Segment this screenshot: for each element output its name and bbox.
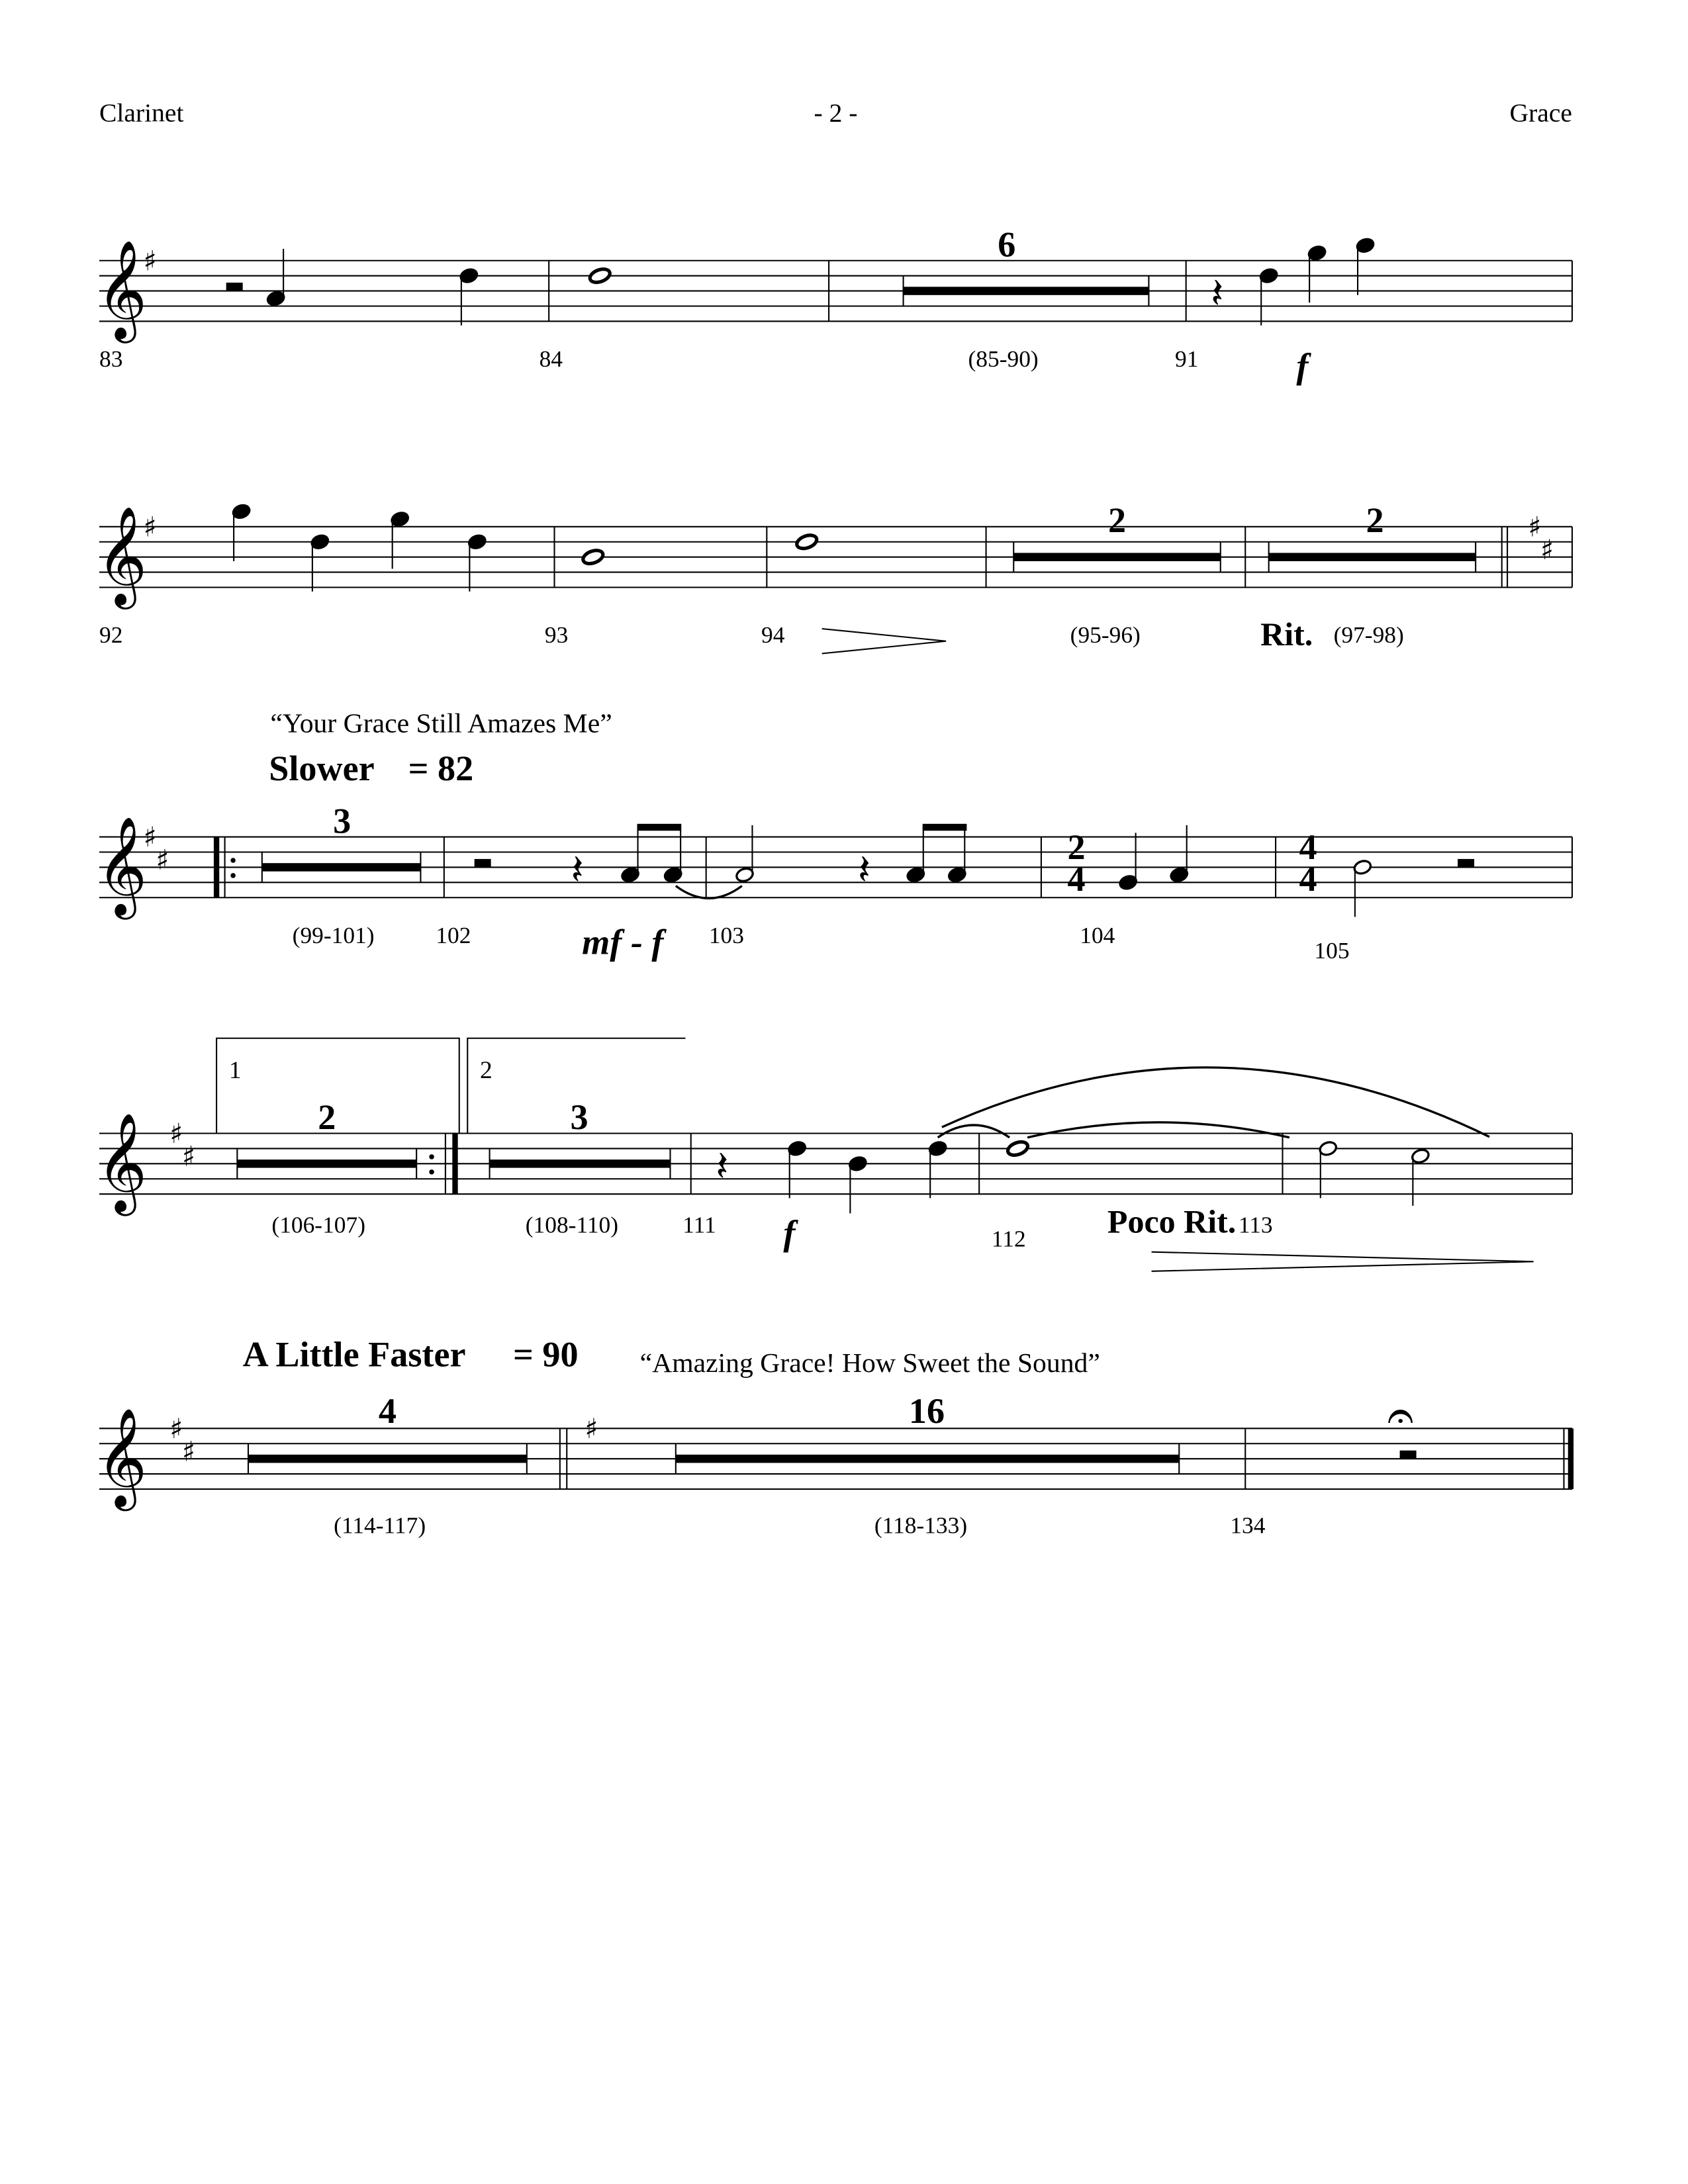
treble-clef-icon: 𝄞: [96, 506, 148, 606]
q-note: [266, 290, 286, 306]
piece-title: Grace: [1509, 98, 1572, 128]
dynamic-forte: f: [783, 1213, 796, 1253]
repeat-dot: [230, 858, 236, 863]
tempo-value: = 90: [513, 1334, 579, 1375]
measure-number: 113: [1238, 1211, 1273, 1238]
whole-note: [588, 267, 612, 285]
measure-number: 91: [1175, 345, 1199, 373]
repeat-dot: [429, 1154, 434, 1159]
tempo-value: = 82: [408, 749, 474, 789]
whole-note: [581, 548, 604, 567]
sharp-icon: ♯: [156, 843, 169, 876]
volta-ending-1: 1: [228, 1057, 242, 1085]
measure-number: 83: [99, 345, 123, 373]
half-rest-icon: [226, 283, 243, 291]
q-note: [1169, 866, 1189, 883]
eighth-beam: [923, 824, 967, 831]
measure-number: 134: [1230, 1512, 1266, 1539]
multi-measure-rest: [904, 287, 1149, 295]
page-number: - 2 -: [814, 98, 858, 128]
multirest-count: 3: [570, 1097, 588, 1138]
q-note: [947, 866, 967, 883]
multirest-count: 4: [378, 1391, 397, 1431]
instrument-name: Clarinet: [99, 98, 184, 128]
sharp-icon: ♯: [1540, 533, 1554, 566]
quarter-rest-icon: 𝄽: [857, 845, 870, 894]
measure-number: 92: [99, 621, 123, 648]
phrase-slur: [942, 1068, 1489, 1137]
multirest-count: 2: [318, 1097, 336, 1138]
q-note: [310, 533, 330, 550]
q-note: [390, 511, 410, 527]
multi-measure-rest: [237, 1160, 416, 1168]
notation-marks: [97, 237, 1572, 1512]
half-note: [1318, 1140, 1338, 1157]
time-signature-top: 2: [1067, 827, 1086, 867]
time-signature-top: 4: [1299, 827, 1317, 867]
measure-number: 93: [544, 621, 569, 648]
half-note: [735, 866, 755, 883]
half-note: [1353, 859, 1373, 876]
half-rest-icon: [1458, 859, 1474, 868]
q-note: [1118, 874, 1138, 891]
time-signature-bottom: 4: [1299, 858, 1317, 899]
song-title: “Your Grace Still Amazes Me”: [270, 708, 612, 739]
sharp-icon: ♯: [182, 1435, 196, 1468]
measure-number: (106-107): [271, 1211, 366, 1238]
volta-brackets: [216, 1038, 685, 1134]
sharp-icon: ♯: [169, 1117, 183, 1150]
dynamic-forte: f: [1296, 345, 1309, 386]
decrescendo-hairpin: [1152, 1252, 1534, 1271]
measure-number: (99-101): [292, 922, 375, 948]
volta-ending-2: 2: [480, 1057, 492, 1085]
multirest-count: 2: [1366, 500, 1384, 541]
measure-number: 112: [991, 1225, 1026, 1252]
sharp-icon: ♯: [182, 1140, 196, 1173]
measure-number: 105: [1314, 936, 1350, 964]
tie: [938, 1125, 1009, 1138]
sharp-icon: ♯: [143, 821, 157, 854]
q-note: [1307, 245, 1327, 261]
repeat-dot: [429, 1169, 434, 1174]
multirest-count: 2: [1107, 500, 1127, 541]
decrescendo-hairpin: [822, 629, 947, 654]
quarter-rest-icon: 𝄽: [1211, 269, 1224, 318]
q-note: [467, 533, 487, 550]
measure-number: (85-90): [968, 345, 1039, 373]
tie: [676, 886, 742, 899]
multi-measure-rest: [490, 1160, 671, 1168]
sharp-icon: ♯: [169, 1412, 183, 1445]
measure-number: 104: [1080, 922, 1115, 948]
multi-measure-rest: [676, 1455, 1179, 1463]
measure-number: 84: [539, 345, 563, 373]
q-note: [928, 1140, 948, 1157]
measure-number: (114-117): [334, 1512, 426, 1539]
tempo-text: Slower: [269, 749, 375, 789]
q-note: [906, 866, 926, 883]
tie: [1027, 1122, 1289, 1138]
quarter-rest-icon: 𝄽: [571, 845, 584, 894]
fermata-icon: 𝄐: [1387, 1387, 1414, 1443]
repeat-dot: [230, 873, 236, 878]
multi-measure-rest: [262, 863, 421, 872]
measure-number: 94: [761, 621, 785, 648]
ritardando-marking: Rit.: [1260, 615, 1313, 653]
treble-clef-icon: 𝄞: [96, 1407, 148, 1507]
whole-note: [1006, 1140, 1029, 1158]
measure-number: (95-96): [1070, 621, 1141, 648]
measure-number: (108-110): [525, 1211, 619, 1238]
q-note: [459, 267, 479, 284]
time-signature-bottom: 4: [1067, 858, 1086, 899]
multi-measure-rest: [1269, 553, 1476, 561]
multirest-count: 3: [333, 801, 352, 841]
sharp-icon: ♯: [585, 1412, 598, 1445]
tempo-text: A Little Faster: [242, 1334, 466, 1375]
sharp-icon: ♯: [143, 510, 157, 543]
measure-number: 102: [436, 922, 471, 948]
q-note: [848, 1156, 868, 1172]
measure-number: (118-133): [874, 1512, 968, 1539]
whole-note: [795, 533, 818, 551]
q-note: [1356, 237, 1376, 253]
q-note: [620, 866, 640, 883]
measure-number: 103: [708, 922, 744, 948]
q-note: [787, 1140, 807, 1157]
multi-measure-rest: [248, 1455, 527, 1463]
measure-number: 111: [682, 1211, 716, 1238]
q-note: [232, 503, 252, 520]
song-title: “Amazing Grace! How Sweet the Sound”: [639, 1347, 1100, 1379]
half-note: [1411, 1148, 1430, 1164]
q-note: [663, 866, 683, 883]
half-rest-icon: [1400, 1451, 1417, 1459]
quarter-rest-icon: 𝄽: [716, 1142, 729, 1191]
q-note: [1259, 267, 1279, 284]
treble-clef-icon: 𝄞: [96, 816, 148, 916]
multi-measure-rest: [1013, 553, 1221, 561]
multirest-count: 6: [998, 224, 1016, 265]
half-rest-icon: [475, 859, 491, 868]
treble-clef-icon: 𝄞: [96, 1112, 148, 1212]
multirest-count: 16: [908, 1391, 945, 1431]
sharp-icon: ♯: [1528, 510, 1542, 543]
dynamic-mf-f: mf - f: [582, 922, 664, 962]
sharp-icon: ♯: [143, 244, 157, 277]
poco-rit-marking: Poco Rit.: [1107, 1203, 1237, 1240]
measure-number: (97-98): [1333, 621, 1404, 648]
eighth-beam: [637, 824, 682, 831]
treble-clef-icon: 𝄞: [96, 240, 148, 340]
